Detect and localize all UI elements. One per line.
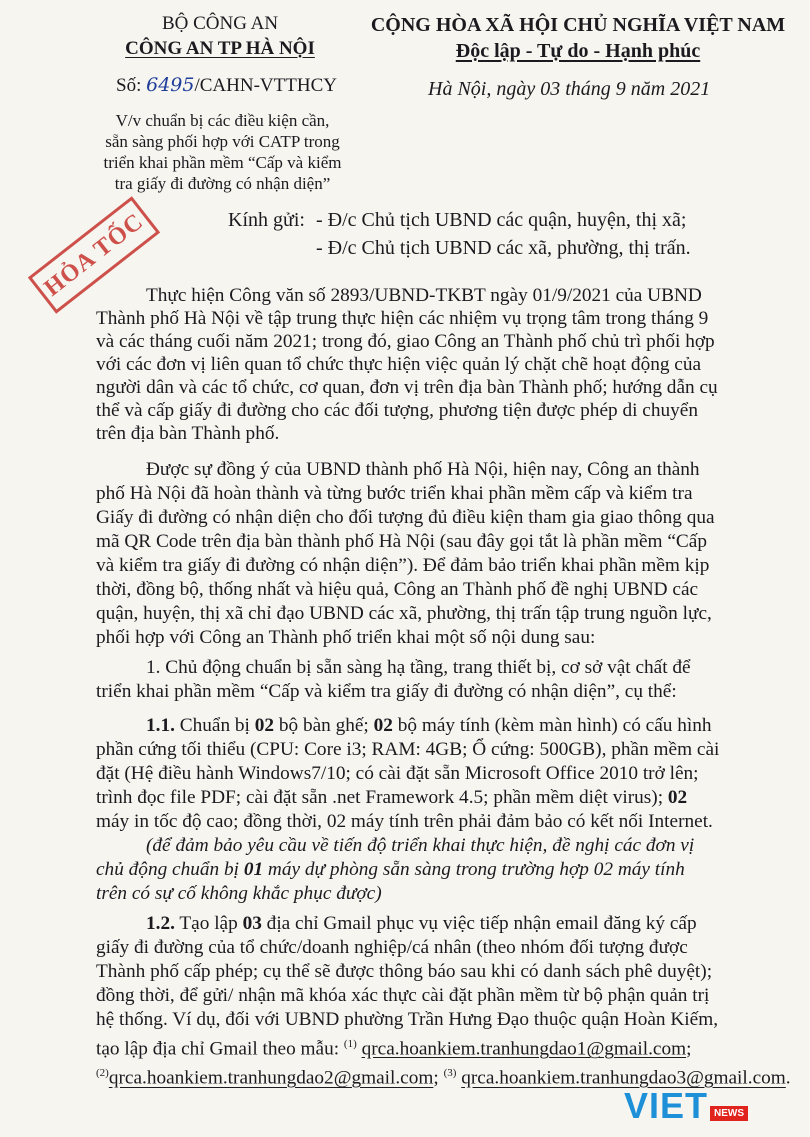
text-span: Chuẩn bị <box>174 715 255 736</box>
text-span: địa chỉ Gmail phục vụ việc tiếp nhận email đăng ký cấp <box>261 913 697 934</box>
text-line <box>96 1032 776 1061</box>
email-link: qrca.hoankiem.tranhungdao2@gmail.com <box>108 1067 434 1089</box>
logo-brand: VIET <box>624 1085 709 1126</box>
item-number: 1.1. <box>146 715 175 736</box>
text-line: phần cứng tối thiểu (CPU: Core i3; RAM: 4GB; Ổ cứng: 500GB), phần mềm cài <box>96 739 720 760</box>
motto-text: Độc lập - Tự do - Hạnh phúc <box>455 40 701 62</box>
text-line: phố Hà Nội đã hoàn thành và từng bước triển khai phần mềm cấp và kiểm tra <box>96 483 693 504</box>
agency-name-text: CÔNG AN TP HÀ NỘI <box>125 38 315 59</box>
vietnews-logo <box>624 1085 748 1127</box>
text-line: giấy đi đường của tổ chức/doanh nghiệp/cá nhân (theo nhóm đối tượng được <box>96 937 688 958</box>
text-line: hệ thống. Ví dụ, đối với UBND phường Trần Hưng Đạo thuộc quận Hoàn Kiếm, <box>96 1009 719 1030</box>
text-span: 03 <box>242 913 262 934</box>
nation-title: CỘNG HÒA XÃ HỘI CHỦ NGHĨA VIỆT NAM <box>370 14 786 36</box>
text-line: 1. Chủ động chuẩn bị sẵn sàng hạ tầng, trang thiết bị, cơ sở vật chất để <box>146 657 691 678</box>
item-number: 1.2. <box>146 913 175 934</box>
text-line: thể và cấp giấy đi đường cho các đối tượng, phương tiện được phép di chuyển <box>96 400 698 421</box>
text-span: ; <box>433 1067 444 1089</box>
text-line: Thực hiện Công văn số 2893/UBND-TKBT ngày 01/9/2021 của UBND <box>146 285 702 306</box>
footnote-marker: (3) <box>443 1067 457 1080</box>
text-span: 02 <box>667 787 688 808</box>
text-span: 01 <box>243 859 264 880</box>
ministry-name: BỘ CÔNG AN <box>161 13 279 34</box>
text-line: quận, huyện, thị xã chỉ đạo UBND các xã, phường, thị trấn tập trung nguồn lực, <box>96 603 712 624</box>
section-1 <box>96 656 776 704</box>
email-link: qrca.hoankiem.tranhungdao3@gmail.com <box>461 1067 786 1089</box>
text-line: đồng thời, để gửi/ nhận mã khóa xác thực cài đặt phần mềm từ bộ phận quản trị <box>96 985 710 1006</box>
text-span: ; <box>686 1038 692 1060</box>
logo-tag: NEWS <box>710 1106 748 1121</box>
text-line: và kiểm tra giấy đi đường có nhận diện”). Để đảm bảo triển khai phần mềm kịp <box>96 555 710 576</box>
footnote-marker: (1) <box>343 1038 357 1050</box>
footnote-marker: (2) <box>96 1067 109 1080</box>
doc-no-handwritten: 6495 <box>146 74 195 96</box>
recipient-line: - Đ/c Chủ tịch UBND các quận, huyện, thị xã; <box>316 209 687 231</box>
text-span: . <box>785 1067 791 1089</box>
text-span: Tạo lập <box>174 913 243 934</box>
urgent-stamp: HỎA TỐC <box>28 196 160 314</box>
document-subject <box>95 110 350 194</box>
doc-no-suffix: /CAHN-VTTHCY <box>194 75 337 96</box>
document-number <box>116 74 337 97</box>
text-span: tạo lập địa chỉ Gmail theo mẫu: <box>96 1038 344 1060</box>
text-line <box>96 786 776 810</box>
subject-line: tra giấy đi đường có nhận diện” <box>114 174 331 193</box>
email-link: qrca.hoankiem.tranhungdao1@gmail.com <box>361 1038 687 1060</box>
text-line: trên có sự cố không khắc phục được) <box>96 883 382 904</box>
item-1-1 <box>96 714 776 834</box>
text-span: máy dự phòng sẵn sàng trong trường hợp 02 máy tính <box>263 859 685 880</box>
doc-no-prefix: Số: <box>116 75 142 96</box>
text-line: mã QR Code trên địa bàn thành phố Hà Nội (sau đây gọi tắt là phần mềm “Cấp <box>96 531 707 552</box>
text-span: 02 <box>254 715 275 736</box>
text-line: người dân và các tổ chức, cơ quan, đơn vị trên địa bàn Thành phố; hướng dẫn cụ <box>96 377 718 398</box>
text-span: bộ máy tính (kèm màn hình) có cấu hình <box>392 715 712 736</box>
item-1-2 <box>96 912 791 1091</box>
text-span: trình đọc file PDF; cài đặt sẵn .net Framework 4.5; phần mềm diệt virus); <box>96 787 668 808</box>
text-line: trên địa bàn Thành phố. <box>96 423 280 444</box>
text-line: Thành phố Hà Nội về tập trung thực hiện các nhiệm vụ trọng tâm trong tháng 9 <box>96 308 709 329</box>
agency-name <box>95 37 345 61</box>
text-line: máy in tốc độ cao; đồng thời, 02 máy tính trên phải đảm bảo có kết nối Internet. <box>96 811 713 832</box>
text-span: chủ động chuẩn bị <box>96 859 244 880</box>
text-line: phối hợp với Công an Thành phố triển khai một số nội dung sau: <box>96 627 596 648</box>
text-span: 02 <box>373 715 393 736</box>
paragraph-1 <box>96 284 776 445</box>
italic-note <box>96 834 776 906</box>
recipient-line: - Đ/c Chủ tịch UBND các xã, phường, thị trấn. <box>316 237 691 259</box>
text-line: với các đơn vị liên quan tổ chức thực hiện việc quản lý chặt chẽ hoạt động của <box>96 354 702 375</box>
text-span: bộ bàn ghế; <box>274 715 374 736</box>
text-line <box>96 912 776 936</box>
text-line: thời, đồng bộ, thống nhất và hiệu quả, Công an Thành phố đề nghị UBND các <box>96 579 699 600</box>
text-line: triển khai phần mềm “Cấp và kiểm tra giấy đi đường có nhận diện”, cụ thể: <box>96 681 677 702</box>
text-line: Thành phố cấp phép; cụ thể sẽ được thông báo sau khi có danh sách phê duyệt); <box>96 961 713 982</box>
document-date: Hà Nội, ngày 03 tháng 9 năm 2021 <box>428 78 711 100</box>
text-line: và các tháng cuối năm 2021; trong đó, giao Công an Thành phố chủ trì phối hợp <box>96 331 715 352</box>
subject-line: V/v chuẩn bị các điều kiện cần, <box>115 111 330 130</box>
paragraph-2 <box>96 458 776 650</box>
text-line: đặt (Hệ điều hành Windows7/10; có cài đặt sẵn Microsoft Office 2010 trở lên; <box>96 763 699 784</box>
text-line: Được sự đồng ý của UBND thành phố Hà Nội, hiện nay, Công an thành <box>146 459 700 480</box>
text-line: (để đảm bảo yêu cầu về tiến độ triển khai thực hiện, đề nghị các đơn vị <box>146 835 695 856</box>
recipients-label: Kính gửi: <box>228 209 305 231</box>
text-line <box>96 714 776 738</box>
motto <box>358 38 798 64</box>
text-line: Giấy đi đường có nhận diện cho đối tượng đủ điều kiện tham gia giao thông qua <box>96 507 715 528</box>
subject-line: triển khai phần mềm “Cấp và kiểm <box>103 153 342 172</box>
text-line <box>96 858 776 882</box>
subject-line: sẵn sàng phối hợp với CATP trong <box>105 132 340 151</box>
